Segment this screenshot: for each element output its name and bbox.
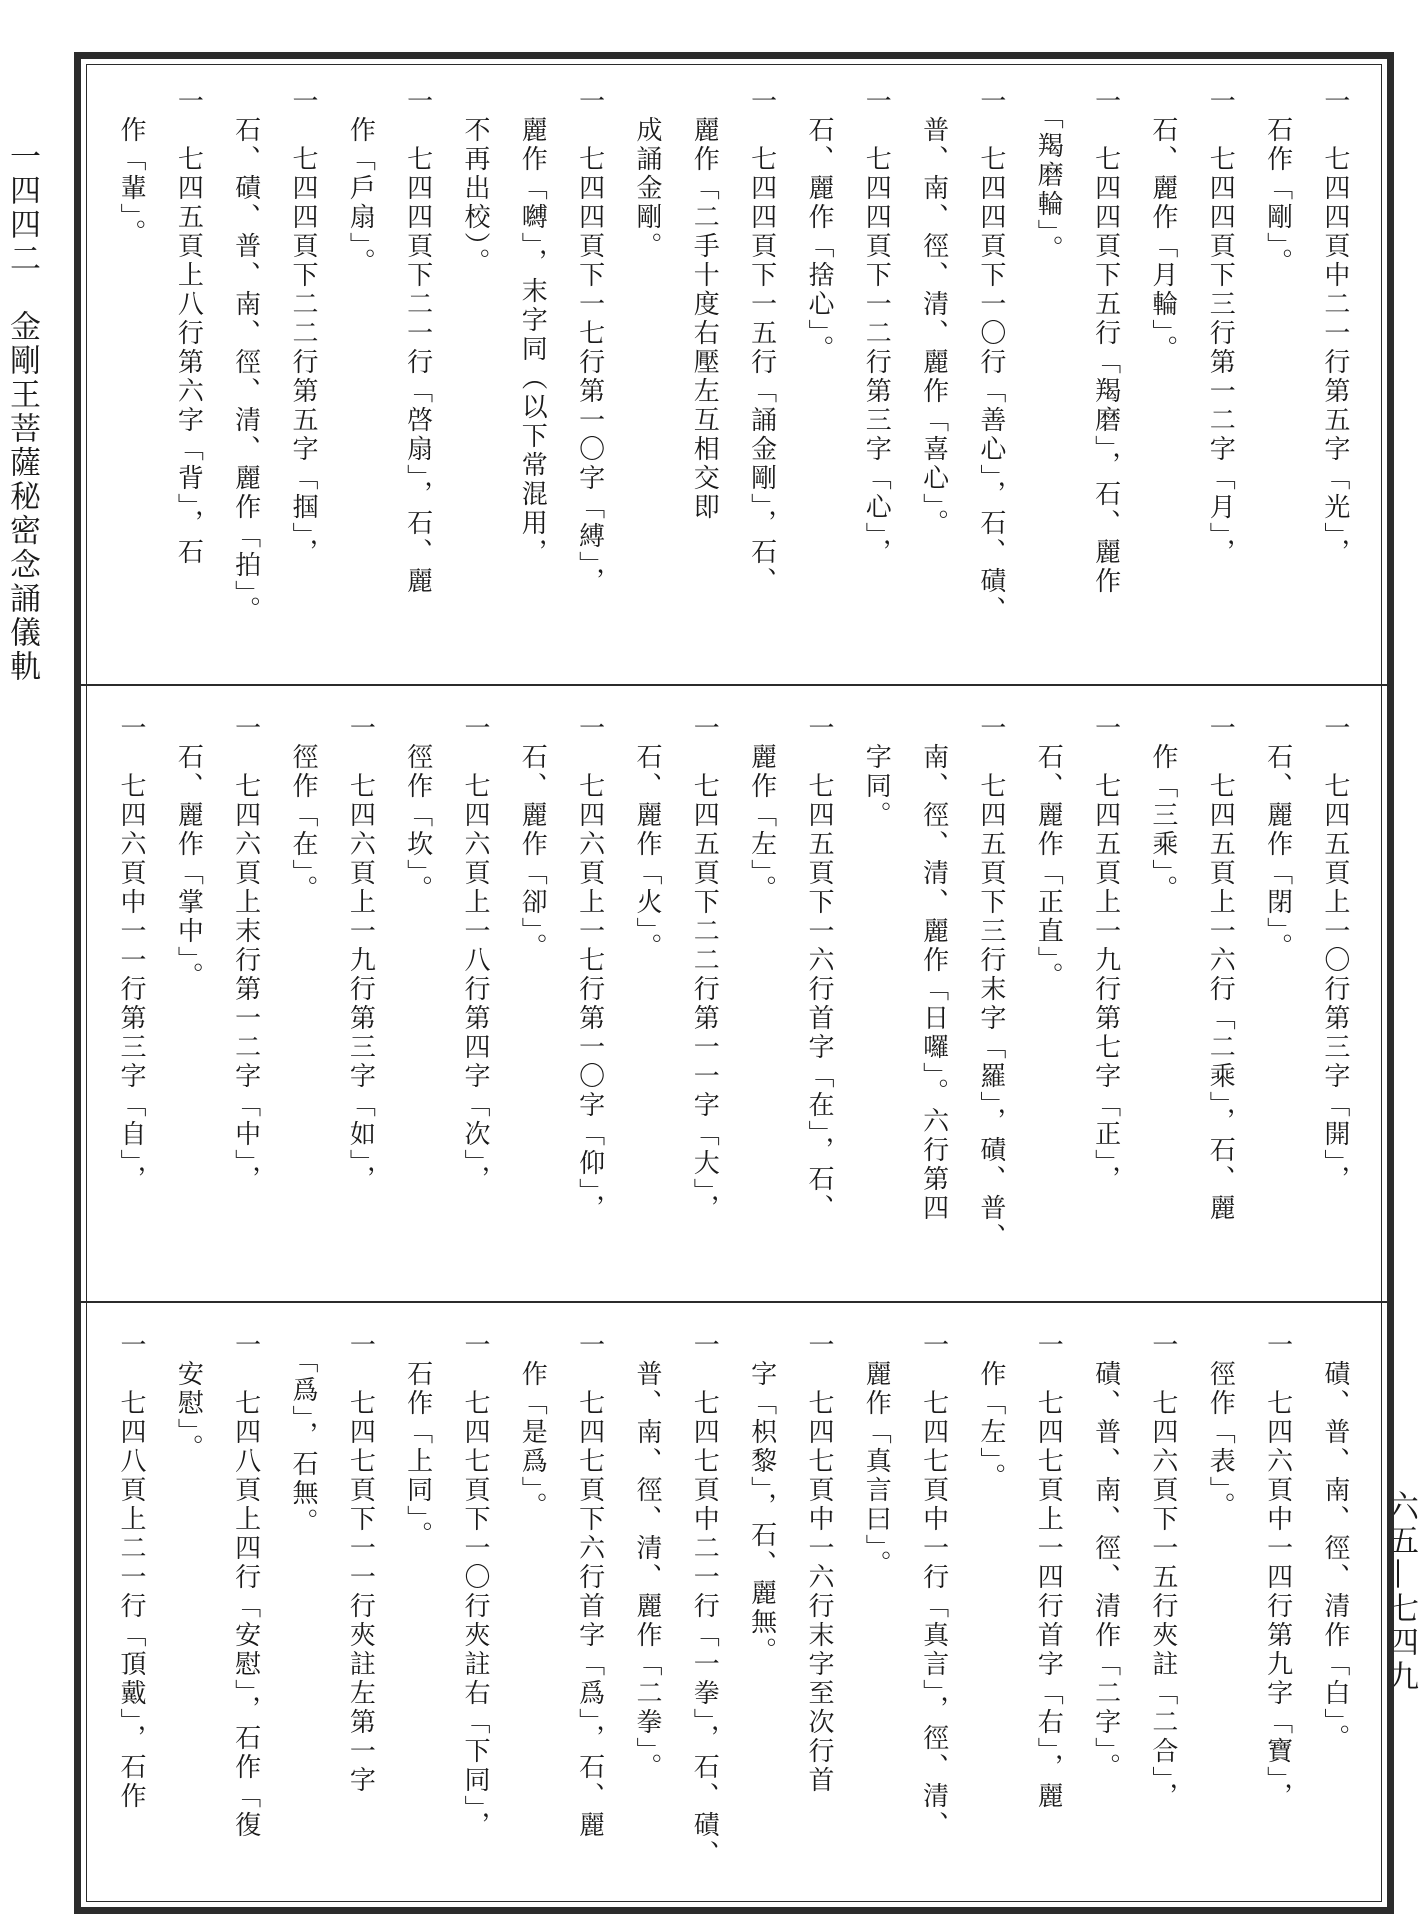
text-column: 南、徑、清、麗作「日囉」。六行第四	[918, 714, 949, 1223]
text-column: 一 七四四頁下五行「羯磨」，石、麗作	[1090, 87, 1121, 596]
text-column: 磧、普、南、徑、清作「二字」。	[1090, 1331, 1121, 1782]
text-column: 一 七四四頁下一七行第一〇字「縛」，	[574, 87, 605, 596]
text-column: 一 七四六頁中一四行第九字「寶」，	[1262, 1331, 1293, 1811]
text-column: 一 七四六頁上一八行第四字「次」，	[459, 714, 490, 1194]
text-column: 麗作「二手十度右壓左互相交即	[689, 87, 720, 522]
text-column: 徑作「在」。	[287, 714, 318, 904]
text-column: 作「左」。	[975, 1331, 1006, 1492]
text-column: 石、麗作「卻」。	[517, 714, 548, 962]
text-column: 一 七四四頁下二二行第五字「掴」，	[287, 87, 318, 567]
text-column: 一 七四七頁下一〇行夾註右「下同」，	[459, 1331, 490, 1840]
text-band-bottom	[81, 1303, 1387, 1907]
text-column: 作「輩」。	[116, 87, 146, 248]
text-column: 一 七四五頁上一〇行第三字「開」，	[1319, 714, 1350, 1194]
text-column: 一 七四五頁上一九行第七字「正」，	[1090, 714, 1121, 1194]
text-column: 磧、普、南、徑、清作「白」。	[1319, 1331, 1350, 1753]
text-column: 作「戶扇」。	[345, 87, 376, 277]
column-group	[101, 714, 1353, 1287]
volume-page-reference: 六五—七四九	[1382, 1490, 1418, 1694]
text-band-top	[81, 59, 1387, 686]
text-column: 一 七四七頁中一行「真言」，徑、清、	[918, 1331, 949, 1840]
text-column: 石、麗作「閉」。	[1262, 714, 1293, 962]
text-column: 一 七四六頁中一一行第三字「自」，	[116, 714, 146, 1194]
text-column: 一 七四四頁下一二行第三字「心」，	[861, 87, 892, 567]
text-column: 徑作「坎」。	[402, 714, 433, 904]
text-column: 作「是爲」。	[517, 1331, 548, 1521]
text-column: 徑作「表」。	[1205, 1331, 1236, 1521]
text-column: 「爲」，石無。	[287, 1331, 318, 1537]
text-column: 一 七四四頁下一五行「誦金剛」，石、	[746, 87, 777, 596]
text-column: 一 七四六頁上一七行第一〇字「仰」，	[574, 714, 605, 1223]
text-column: 一 七四六頁上一九行第三字「如」，	[345, 714, 376, 1194]
text-column: 一 七四五頁下三行末字「羅」，磧、普、	[975, 714, 1006, 1252]
text-column: 不再出校）。	[459, 87, 490, 277]
text-column: 石、麗作「掌中」。	[173, 714, 204, 991]
text-column: 石作「上同」。	[402, 1331, 433, 1550]
text-column: 麗作「真言曰」。	[861, 1331, 892, 1579]
text-column: 成誦金剛。	[631, 87, 662, 261]
text-column: 一 七四八頁上四行「安慰」，石作「復	[230, 1331, 261, 1840]
text-column: 一 七四六頁上末行第一二字「中」，	[230, 714, 261, 1194]
text-column: 石作「剛」。	[1262, 87, 1293, 277]
text-column: 安慰」。	[173, 1331, 204, 1463]
text-column: 字同。	[861, 714, 892, 830]
text-column: 一 七四五頁下一六行首字「在」，石、	[803, 714, 834, 1223]
text-column: 麗作「左」。	[746, 714, 777, 904]
text-column: 一 七四五頁下二二行第一一字「大」，	[689, 714, 720, 1223]
text-band-middle	[81, 686, 1387, 1303]
text-column: 石、麗作「正直」。	[1033, 714, 1064, 991]
text-column: 普、南、徑、清、麗作「二拳」。	[631, 1331, 662, 1782]
text-column: 「羯磨輪」。	[1033, 87, 1064, 264]
text-column: 一 七四七頁上一四行首字「右」，麗	[1033, 1331, 1064, 1811]
text-column: 一 七四八頁上二一行「頂戴」，石作	[116, 1331, 146, 1811]
text-column: 一 七四四頁下三行第一二字「月」，	[1205, 87, 1236, 567]
text-column: 一 七四六頁下一五行夾註「二合」，	[1147, 1331, 1178, 1811]
text-column: 一 七四五頁上八行第六字「背」，石	[173, 87, 204, 567]
text-column: 石、麗作「火」。	[631, 714, 662, 962]
text-column: 石、麗作「月輪」。	[1147, 87, 1178, 364]
text-column: 作「三乘」。	[1147, 714, 1178, 904]
text-column: 麗作「嚩」，末字同（以下常混用，	[517, 87, 548, 567]
column-group	[101, 1331, 1353, 1893]
text-column: 一 七四七頁中一六行末字至次行首	[803, 1331, 834, 1795]
text-column: 石、磧、普、南、徑、清、麗作「拍」。	[230, 87, 261, 625]
text-column: 一 七四五頁上一六行「二乘」，石、麗	[1205, 714, 1236, 1223]
text-column: 一 七四四頁下一〇行「善心」，石、磧、	[975, 87, 1006, 625]
text-column: 一 七四七頁中二一行「一拳」，石、磧、	[689, 1331, 720, 1869]
text-column: 字「枳黎」，石、麗無。	[746, 1331, 777, 1666]
text-column: 一 七四七頁下一一行夾註左第一字	[345, 1331, 376, 1795]
text-column: 普、南、徑、清、麗作「喜心」。	[918, 87, 949, 538]
page-frame	[74, 52, 1394, 1914]
page-number-and-title: 一四四二 金剛王菩薩秘密念誦儀軌	[4, 140, 40, 684]
text-column: 一 七四七頁下六行首字「爲」，石、麗	[574, 1331, 605, 1840]
column-group	[101, 87, 1353, 670]
text-column: 石、麗作「捨心」。	[803, 87, 834, 364]
text-column: 一 七四四頁下二一行「啓扇」，石、麗	[402, 87, 433, 596]
text-column: 一 七四四頁中二一行第五字「光」，	[1319, 87, 1350, 567]
